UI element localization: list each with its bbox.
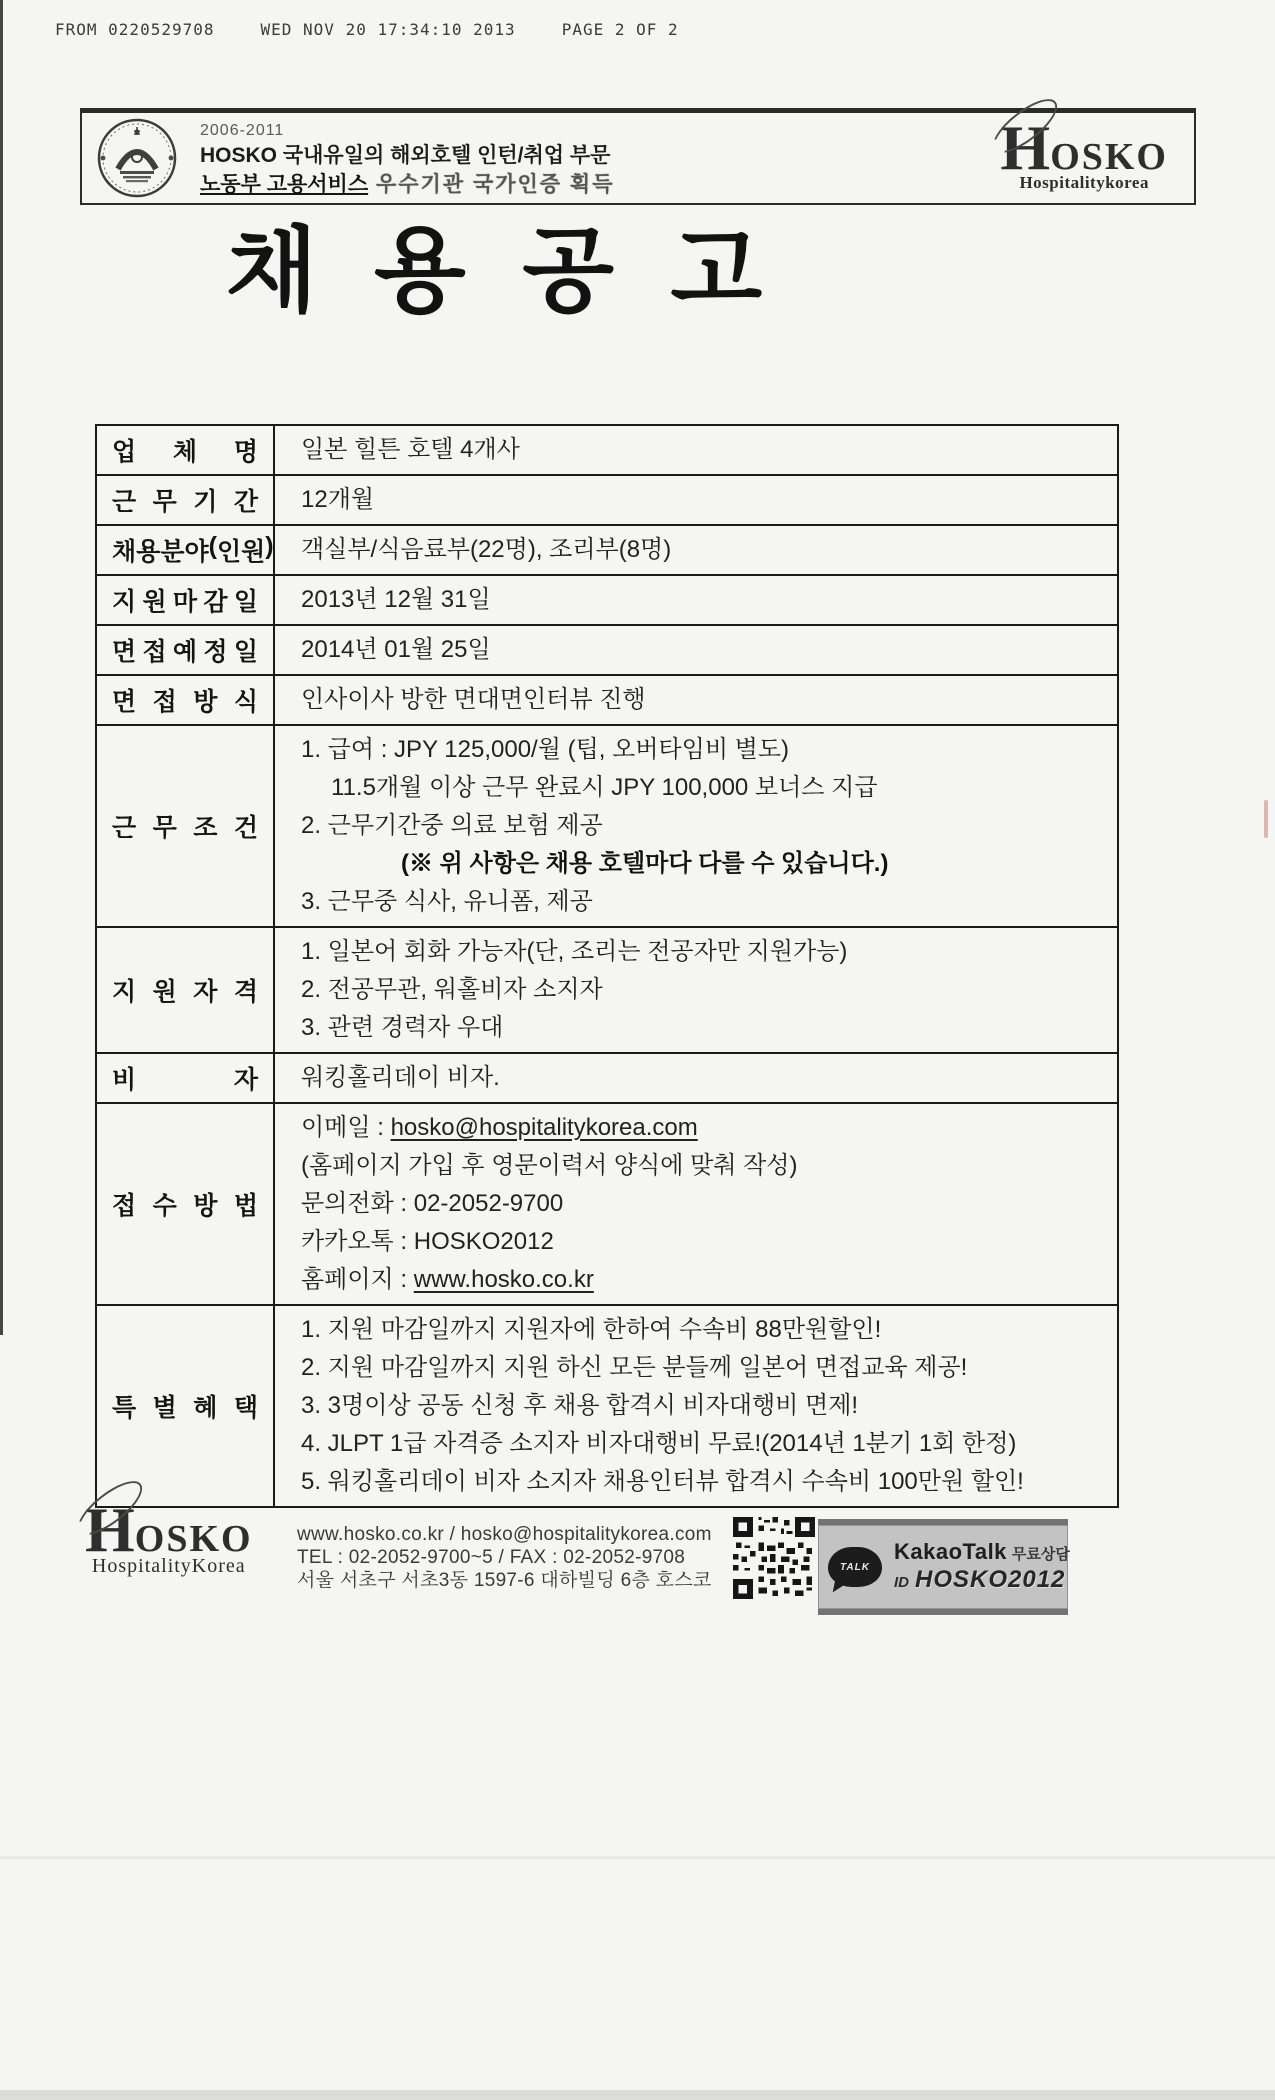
row-value <box>275 426 1117 474</box>
value-text: 11.5개월 이상 근무 완료시 JPY 100,000 보너스 지급 <box>331 774 878 801</box>
row-label: 채 용 분 야 ( 인 원 ) <box>97 526 275 574</box>
fax-from: FROM 0220529708 <box>55 20 215 39</box>
table-row <box>97 574 1117 624</box>
value-text: 워킹홀리데이 비자. <box>301 1064 500 1091</box>
value-line <box>275 1059 1117 1097</box>
value-line <box>275 1311 1117 1349</box>
value-line <box>275 883 1117 921</box>
qr-code <box>733 1517 815 1599</box>
kakaotalk-banner <box>818 1519 1068 1615</box>
value-line <box>275 431 1117 469</box>
kakaotalk-service-name: KakaoTalk <box>894 1539 1007 1565</box>
row-value <box>275 1104 1117 1304</box>
kakaotalk-id-label: ID <box>894 1574 909 1592</box>
value-text: 문의전화 : 02-2052-9700 <box>301 1190 564 1217</box>
value-text: 4. JLPT 1급 자격증 소지자 비자대행비 무료!(2014년 1분기 1회 한정) <box>301 1430 1017 1457</box>
logo-initial: H <box>1000 112 1051 183</box>
value-line <box>275 933 1117 971</box>
kakaotalk-text <box>894 1540 1070 1594</box>
row-label: 근 무 조 건 <box>97 726 275 926</box>
row-label: 면 접 방 식 <box>97 676 275 724</box>
row-value <box>275 726 1117 926</box>
row-value <box>275 1306 1117 1506</box>
value-text: 2014년 01월 25일 <box>301 636 491 663</box>
value-line <box>275 1009 1117 1047</box>
hosko-logo-header <box>1000 112 1168 193</box>
row-label: 비 자 <box>97 1054 275 1102</box>
value-text: 2. 전공무관, 워홀비자 소지자 <box>301 976 603 1003</box>
value-text: 1. 급여 : JPY 125,000/월 (팁, 오버타임비 별도) <box>301 736 790 763</box>
footer-web-email: www.hosko.co.kr / hosko@hospitalitykorea.com <box>297 1524 712 1545</box>
logo-rest: OSKO <box>134 1518 253 1560</box>
value-text: 3. 근무중 식사, 유니폼, 제공 <box>301 888 593 915</box>
scan-edge-artifact <box>0 0 3 1335</box>
value-text: 1. 지원 마감일까지 지원자에 한하여 수속비 88만원할인! <box>301 1316 882 1343</box>
value-text: 3. 관련 경력자 우대 <box>301 1014 504 1041</box>
value-line <box>275 531 1117 569</box>
value-line <box>275 1425 1117 1463</box>
footer-contact-block <box>297 1523 712 1592</box>
value-text: 카카오톡 : HOSKO2012 <box>301 1228 554 1255</box>
value-line <box>275 481 1117 519</box>
value-text: 인사이사 방한 면대면인터뷰 진행 <box>301 686 646 713</box>
value-line <box>275 581 1117 619</box>
letterhead-box <box>80 108 1196 205</box>
row-label: 근 무 기 간 <box>97 476 275 524</box>
table-row <box>97 926 1117 1052</box>
row-value <box>275 928 1117 1052</box>
logo-subtitle: Hospitalitykorea <box>1019 173 1149 192</box>
value-line <box>275 807 1117 845</box>
value-line <box>275 769 1117 807</box>
value-text: 5. 워킹홀리데이 비자 소지자 채용인터뷰 합격시 수속비 100만원 할인! <box>301 1468 1024 1495</box>
page-title: 채 용 공 고 <box>225 219 765 324</box>
logo-initial: H <box>85 1494 135 1565</box>
notice-table <box>95 424 1119 1508</box>
scan-red-mark-artifact <box>1264 800 1268 838</box>
value-text: 12개월 <box>301 486 375 513</box>
value-line <box>275 1223 1117 1261</box>
value-line <box>275 1185 1117 1223</box>
value-text: 2013년 12월 31일 <box>301 586 491 613</box>
row-value <box>275 526 1117 574</box>
kakaotalk-id-value: HOSKO2012 <box>915 1566 1066 1594</box>
row-value <box>275 476 1117 524</box>
kakaotalk-bubble-icon <box>828 1547 882 1587</box>
footer-address: 서울 서초구 서초3동 1597-6 대하빌딩 6층 호스코 <box>297 1570 712 1591</box>
row-label: 접 수 방 법 <box>97 1104 275 1304</box>
row-label: 업 체 명 <box>97 426 275 474</box>
fax-header <box>55 20 725 39</box>
table-row <box>97 1052 1117 1102</box>
value-line <box>275 631 1117 669</box>
value-line <box>275 1261 1117 1299</box>
website-link: www.hosko.co.kr <box>413 1266 594 1293</box>
table-row <box>97 426 1117 474</box>
table-row <box>97 1304 1117 1506</box>
award-years: 2006-2011 <box>200 122 285 139</box>
footer <box>85 1495 1145 1615</box>
value-text: (※ 위 사항은 채용 호텔마다 다를 수 있습니다.) <box>401 850 889 877</box>
kakaotalk-free-label: 무료상담 <box>1011 1546 1070 1564</box>
value-line <box>275 1109 1117 1147</box>
value-text: (홈페이지 가입 후 영문이력서 양식에 맞춰 작성) <box>301 1152 798 1179</box>
value-line <box>275 971 1117 1009</box>
scan-line-artifact <box>0 1856 1275 1859</box>
award-line1: HOSKO 국내유일의 해외호텔 인턴/취업 부문 <box>200 144 611 167</box>
footer-tel-fax: TEL : 02-2052-9700~5 / FAX : 02-2052-9708 <box>297 1547 686 1568</box>
scan-bottom-artifact <box>0 2090 1275 2100</box>
value-line <box>275 1349 1117 1387</box>
row-label: 지 원 마 감 일 <box>97 576 275 624</box>
row-value <box>275 676 1117 724</box>
table-row <box>97 674 1117 724</box>
row-value <box>275 1054 1117 1102</box>
fax-page: PAGE 2 OF 2 <box>561 20 679 39</box>
row-label: 특 별 혜 택 <box>97 1306 275 1506</box>
value-text: 1. 일본어 회화 가능자(단, 조리는 전공자만 지원가능) <box>301 938 848 965</box>
value-text: 이메일 : <box>301 1114 391 1141</box>
value-line <box>275 731 1117 769</box>
table-row <box>97 724 1117 926</box>
value-text: 일본 힐튼 호텔 4개사 <box>301 436 520 463</box>
value-text: 2. 근무기간중 의료 보험 제공 <box>301 812 603 839</box>
value-text: 홈페이지 : <box>301 1266 414 1293</box>
table-row <box>97 524 1117 574</box>
value-text: 2. 지원 마감일까지 지원 하신 모든 분들께 일본어 면접교육 제공! <box>301 1354 968 1381</box>
hosko-logo-footer <box>85 1494 253 1578</box>
certification-seal-icon <box>96 117 178 199</box>
table-row <box>97 474 1117 524</box>
value-line <box>275 1147 1117 1185</box>
logo-subtitle: HospitalityKorea <box>91 1555 246 1577</box>
table-row <box>97 1102 1117 1304</box>
letterhead-text <box>200 121 615 199</box>
value-text: 객실부/식음료부(22명), 조리부(8명) <box>301 536 672 563</box>
value-line <box>275 845 1117 883</box>
logo-rest: OSKO <box>1050 136 1168 178</box>
row-label: 면 접 예 정 일 <box>97 626 275 674</box>
award-line2-underlined: 노동부 고용서비스 <box>200 173 369 197</box>
value-text: 3. 3명이상 공동 신청 후 채용 합격시 비자대행비 면제! <box>301 1392 859 1419</box>
row-label: 지 원 자 격 <box>97 928 275 1052</box>
row-value <box>275 576 1117 624</box>
row-value <box>275 626 1117 674</box>
award-line2 <box>200 172 615 198</box>
kakaotalk-bubble-label: TALK <box>840 1561 870 1573</box>
fax-datetime: WED NOV 20 17:34:10 2013 <box>260 20 516 39</box>
award-line2-rest: 우수기관 국가인증 획득 <box>368 173 615 197</box>
value-line <box>275 681 1117 719</box>
table-row <box>97 624 1117 674</box>
email-link: hosko@hospitalitykorea.com <box>390 1114 698 1141</box>
value-line <box>275 1387 1117 1425</box>
